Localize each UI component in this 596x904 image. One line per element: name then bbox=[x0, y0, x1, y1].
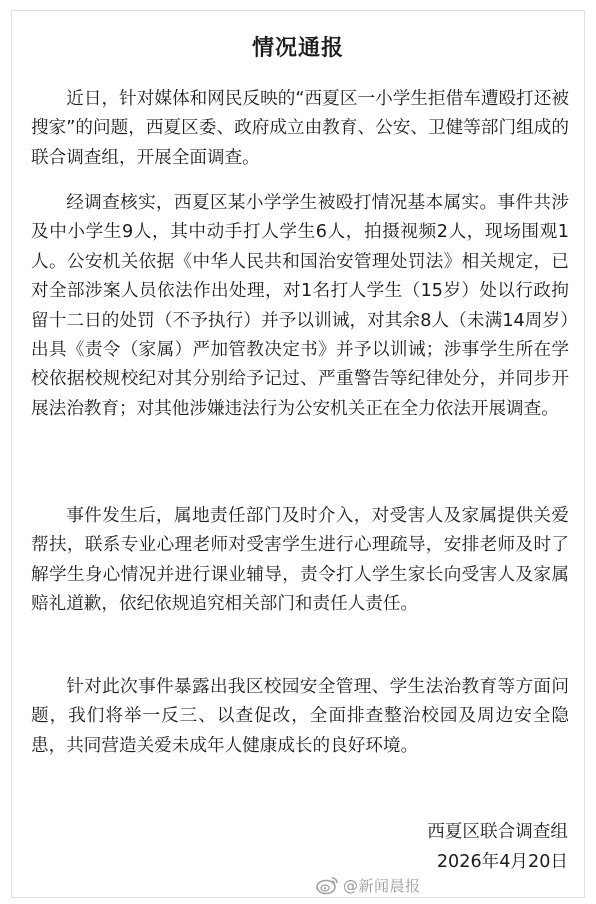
watermark-text: @新闻晨报 bbox=[343, 876, 421, 895]
paragraph-1: 近日，针对媒体和网民反映的“西夏区一小学生拒借车遭殴打还被搜家”的问题，西夏区委、政府成立由教育、公安、卫健等部门组成的联合调查组，开展全面调查。 bbox=[31, 89, 569, 168]
watermark bbox=[316, 874, 421, 896]
weibo-icon bbox=[316, 875, 340, 895]
paragraph-2: 经调查核实，西夏区某小学学生被殴打情况基本属实。事件共涉及中小学生9人，其中动手打人学生6人，拍摄视频2人，现场围观1人。公安机关依据《中华人民共和国治安管理处罚法》相关规定，已对全部涉案人员依法作出处理，对1名打人学生（15岁）处以行政拘留十二日的处罚（不予执行）并予以训诫，对其余8人（未满14周岁）出具《责令（家属）严加管教决定书》并予以训诫；涉事学生所在学校依据校规校纪对其分别给予记过、严重警告等纪律处分，并同步开展法治教育；对其他涉嫌违法行为公安机关正在全力依法开展调查。 bbox=[31, 193, 569, 419]
signature-date: 2026年4月20日 bbox=[436, 852, 568, 872]
paragraph-4: 针对此次事件暴露出我区校园安全管理、学生法治教育等方面问题，我们将举一反三、以查促改，全面排查整治校园及周边安全隐患，共同营造关爱未成年人健康成长的良好环境。 bbox=[31, 677, 569, 756]
paragraph-3: 事件发生后，属地责任部门及时介入，对受害人及家属提供关爱帮扶，联系专业心理老师对受害学生进行心理疏导，安排老师及时了解学生身心情况并进行课业辅导，责令打人学生家长向受害人及家属赔礼道歉，依纪依规追究相关部门和责任人责任。 bbox=[31, 506, 569, 615]
document-title: 情况通报 bbox=[251, 36, 344, 61]
signature-organization: 西夏区联合调查组 bbox=[427, 822, 568, 842]
